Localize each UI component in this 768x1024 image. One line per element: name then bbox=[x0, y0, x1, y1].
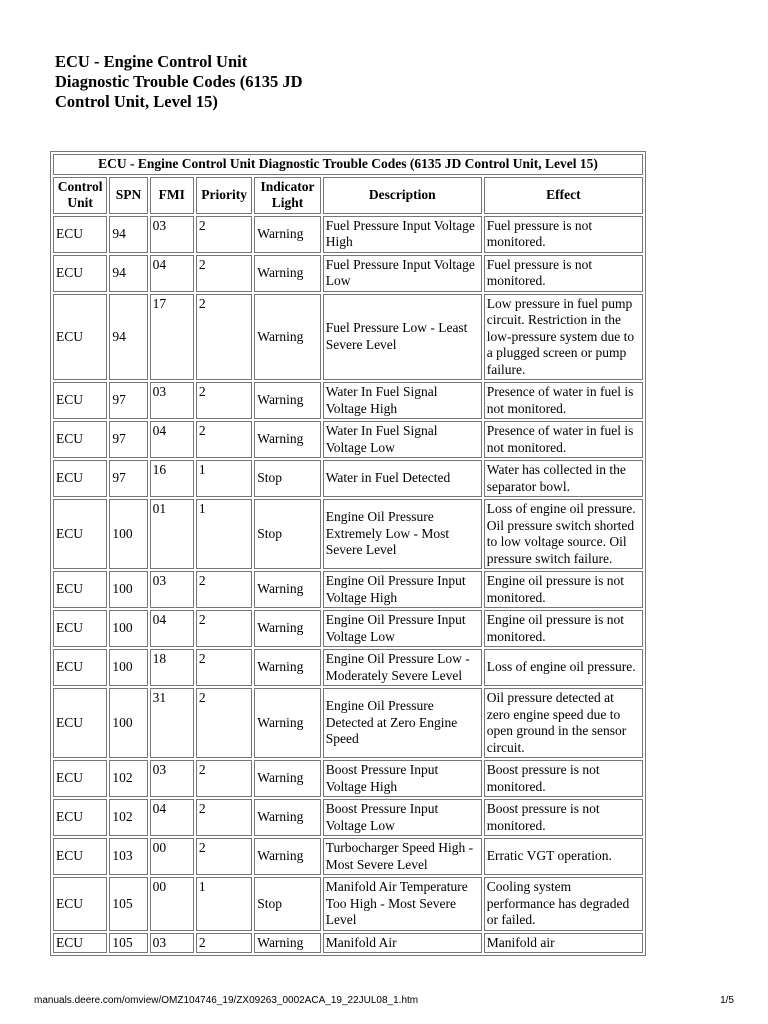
table-row bbox=[53, 799, 643, 836]
cell-indicator-light: Stop bbox=[254, 877, 320, 931]
cell-control-unit: ECU bbox=[53, 933, 107, 954]
cell-spn: 94 bbox=[109, 255, 147, 292]
dtc-table bbox=[50, 151, 646, 956]
cell-priority: 2 bbox=[196, 688, 252, 758]
cell-description: Engine Oil Pressure Input Voltage High bbox=[323, 571, 482, 608]
cell-description: Fuel Pressure Low - Least Severe Level bbox=[323, 294, 482, 381]
table-row bbox=[53, 933, 643, 954]
table-row bbox=[53, 421, 643, 458]
cell-priority: 1 bbox=[196, 877, 252, 931]
cell-effect: Low pressure in fuel pump circuit. Restriction in the low-pressure system due to a plugged screen or pump failure. bbox=[484, 294, 643, 381]
cell-control-unit: ECU bbox=[53, 216, 107, 253]
cell-fmi: 00 bbox=[150, 838, 194, 875]
cell-fmi: 04 bbox=[150, 421, 194, 458]
cell-control-unit: ECU bbox=[53, 760, 107, 797]
page-number: 1/5 bbox=[720, 995, 734, 1006]
cell-effect: Loss of engine oil pressure. bbox=[484, 649, 643, 686]
cell-description: Water In Fuel Signal Voltage Low bbox=[323, 421, 482, 458]
cell-fmi: 03 bbox=[150, 216, 194, 253]
cell-control-unit: ECU bbox=[53, 460, 107, 497]
cell-control-unit: ECU bbox=[53, 649, 107, 686]
cell-spn: 100 bbox=[109, 649, 147, 686]
header-fmi: FMI bbox=[150, 177, 194, 214]
table-row bbox=[53, 688, 643, 758]
cell-spn: 105 bbox=[109, 933, 147, 954]
cell-effect: Engine oil pressure is not monitored. bbox=[484, 610, 643, 647]
cell-control-unit: ECU bbox=[53, 294, 107, 381]
cell-effect: Presence of water in fuel is not monitored. bbox=[484, 382, 643, 419]
cell-fmi: 03 bbox=[150, 382, 194, 419]
page-title-line-3: Control Unit, Level 15) bbox=[55, 92, 218, 111]
table-row bbox=[53, 571, 643, 608]
cell-indicator-light: Warning bbox=[254, 421, 320, 458]
cell-description: Water In Fuel Signal Voltage High bbox=[323, 382, 482, 419]
page-title-line-2: Diagnostic Trouble Codes (6135 JD bbox=[55, 72, 303, 91]
header-control-unit: Control Unit bbox=[53, 177, 107, 214]
cell-fmi: 18 bbox=[150, 649, 194, 686]
cell-description: Turbocharger Speed High - Most Severe Level bbox=[323, 838, 482, 875]
table-row bbox=[53, 460, 643, 497]
cell-control-unit: ECU bbox=[53, 877, 107, 931]
cell-fmi: 00 bbox=[150, 877, 194, 931]
cell-fmi: 01 bbox=[150, 499, 194, 569]
cell-priority: 2 bbox=[196, 649, 252, 686]
cell-spn: 100 bbox=[109, 499, 147, 569]
table-row bbox=[53, 760, 643, 797]
cell-effect: Boost pressure is not monitored. bbox=[484, 760, 643, 797]
cell-spn: 105 bbox=[109, 877, 147, 931]
cell-priority: 2 bbox=[196, 799, 252, 836]
cell-spn: 97 bbox=[109, 460, 147, 497]
cell-indicator-light: Warning bbox=[254, 838, 320, 875]
cell-effect: Erratic VGT operation. bbox=[484, 838, 643, 875]
cell-priority: 2 bbox=[196, 216, 252, 253]
cell-effect: Fuel pressure is not monitored. bbox=[484, 255, 643, 292]
print-url: manuals.deere.com/omview/OMZ104746_19/ZX09263_0002ACA_19_22JUL08_1.htm bbox=[34, 995, 419, 1006]
cell-control-unit: ECU bbox=[53, 571, 107, 608]
cell-spn: 100 bbox=[109, 571, 147, 608]
cell-description: Manifold Air bbox=[323, 933, 482, 954]
table-body bbox=[53, 216, 643, 954]
cell-fmi: 04 bbox=[150, 799, 194, 836]
cell-priority: 2 bbox=[196, 610, 252, 647]
cell-fmi: 03 bbox=[150, 760, 194, 797]
cell-indicator-light: Warning bbox=[254, 382, 320, 419]
cell-fmi: 04 bbox=[150, 255, 194, 292]
cell-fmi: 17 bbox=[150, 294, 194, 381]
cell-fmi: 31 bbox=[150, 688, 194, 758]
table-row bbox=[53, 216, 643, 253]
header-spn: SPN bbox=[109, 177, 147, 214]
cell-effect: Boost pressure is not monitored. bbox=[484, 799, 643, 836]
cell-description: Boost Pressure Input Voltage High bbox=[323, 760, 482, 797]
cell-indicator-light: Warning bbox=[254, 294, 320, 381]
cell-spn: 94 bbox=[109, 216, 147, 253]
cell-priority: 2 bbox=[196, 294, 252, 381]
cell-indicator-light: Warning bbox=[254, 760, 320, 797]
cell-fmi: 16 bbox=[150, 460, 194, 497]
header-description: Description bbox=[323, 177, 482, 214]
cell-priority: 2 bbox=[196, 933, 252, 954]
cell-description: Engine Oil Pressure Low - Moderately Severe Level bbox=[323, 649, 482, 686]
cell-indicator-light: Warning bbox=[254, 255, 320, 292]
cell-effect: Fuel pressure is not monitored. bbox=[484, 216, 643, 253]
cell-effect: Water has collected in the separator bowl. bbox=[484, 460, 643, 497]
cell-description: Manifold Air Temperature Too High - Most Severe Level bbox=[323, 877, 482, 931]
cell-priority: 2 bbox=[196, 421, 252, 458]
cell-control-unit: ECU bbox=[53, 610, 107, 647]
cell-control-unit: ECU bbox=[53, 499, 107, 569]
cell-description: Engine Oil Pressure Input Voltage Low bbox=[323, 610, 482, 647]
cell-indicator-light: Warning bbox=[254, 571, 320, 608]
page-title bbox=[55, 52, 475, 112]
cell-spn: 97 bbox=[109, 382, 147, 419]
cell-indicator-light: Stop bbox=[254, 499, 320, 569]
cell-spn: 103 bbox=[109, 838, 147, 875]
cell-indicator-light: Warning bbox=[254, 688, 320, 758]
cell-priority: 2 bbox=[196, 255, 252, 292]
dtc-table-container bbox=[50, 151, 646, 989]
cell-control-unit: ECU bbox=[53, 838, 107, 875]
cell-effect: Cooling system performance has degraded or failed. bbox=[484, 877, 643, 931]
table-row bbox=[53, 877, 643, 931]
cell-spn: 102 bbox=[109, 799, 147, 836]
cell-spn: 97 bbox=[109, 421, 147, 458]
table-caption-row bbox=[53, 154, 643, 175]
table-row bbox=[53, 610, 643, 647]
cell-control-unit: ECU bbox=[53, 421, 107, 458]
cell-priority: 2 bbox=[196, 760, 252, 797]
cell-spn: 100 bbox=[109, 610, 147, 647]
table-row bbox=[53, 294, 643, 381]
cell-description: Engine Oil Pressure Extremely Low - Most Severe Level bbox=[323, 499, 482, 569]
header-effect: Effect bbox=[484, 177, 643, 214]
cell-indicator-light: Warning bbox=[254, 933, 320, 954]
cell-spn: 102 bbox=[109, 760, 147, 797]
table-caption: ECU - Engine Control Unit Diagnostic Trouble Codes (6135 JD Control Unit, Level 15) bbox=[53, 154, 643, 175]
cell-effect: Oil pressure detected at zero engine speed due to open ground in the sensor circuit. bbox=[484, 688, 643, 758]
table-row bbox=[53, 382, 643, 419]
cell-description: Fuel Pressure Input Voltage Low bbox=[323, 255, 482, 292]
cell-indicator-light: Warning bbox=[254, 610, 320, 647]
table-row bbox=[53, 838, 643, 875]
header-priority: Priority bbox=[196, 177, 252, 214]
cell-indicator-light: Warning bbox=[254, 216, 320, 253]
page-title-line-1: ECU - Engine Control Unit bbox=[55, 52, 248, 71]
cell-effect: Presence of water in fuel is not monitored. bbox=[484, 421, 643, 458]
cell-control-unit: ECU bbox=[53, 382, 107, 419]
cell-description: Water in Fuel Detected bbox=[323, 460, 482, 497]
cell-priority: 2 bbox=[196, 571, 252, 608]
cell-indicator-light: Warning bbox=[254, 799, 320, 836]
cell-priority: 2 bbox=[196, 838, 252, 875]
cell-effect: Loss of engine oil pressure. Oil pressure switch shorted to low voltage source. Oil pressure switch failure. bbox=[484, 499, 643, 569]
table-row bbox=[53, 499, 643, 569]
cell-control-unit: ECU bbox=[53, 799, 107, 836]
table-row bbox=[53, 649, 643, 686]
cell-spn: 100 bbox=[109, 688, 147, 758]
cell-control-unit: ECU bbox=[53, 688, 107, 758]
cell-description: Engine Oil Pressure Detected at Zero Engine Speed bbox=[323, 688, 482, 758]
cell-priority: 1 bbox=[196, 499, 252, 569]
cell-indicator-light: Stop bbox=[254, 460, 320, 497]
cell-spn: 94 bbox=[109, 294, 147, 381]
cell-description: Fuel Pressure Input Voltage High bbox=[323, 216, 482, 253]
cell-fmi: 03 bbox=[150, 933, 194, 954]
header-indicator-light: Indicator Light bbox=[254, 177, 320, 214]
cell-priority: 1 bbox=[196, 460, 252, 497]
cell-control-unit: ECU bbox=[53, 255, 107, 292]
cell-fmi: 04 bbox=[150, 610, 194, 647]
cell-priority: 2 bbox=[196, 382, 252, 419]
cell-fmi: 03 bbox=[150, 571, 194, 608]
cell-indicator-light: Warning bbox=[254, 649, 320, 686]
table-row bbox=[53, 255, 643, 292]
table-header-row bbox=[53, 177, 643, 214]
cell-description: Boost Pressure Input Voltage Low bbox=[323, 799, 482, 836]
cell-effect: Manifold air bbox=[484, 933, 643, 954]
cell-effect: Engine oil pressure is not monitored. bbox=[484, 571, 643, 608]
